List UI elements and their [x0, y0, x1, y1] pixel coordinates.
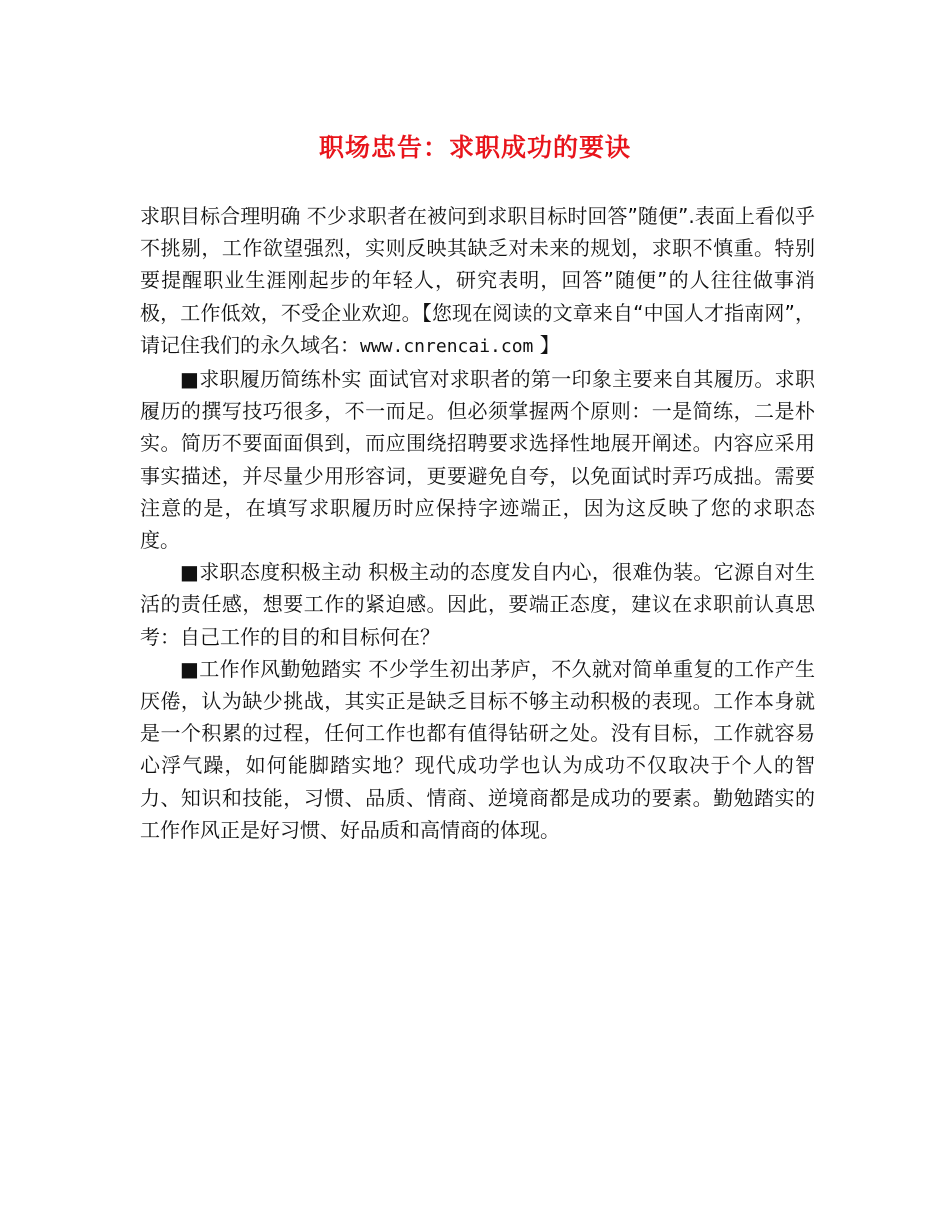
- paragraph-text: 不少求职者在被问到求职目标时回答”随便”.表面上看似乎不挑剔，工作欲望强烈，实则反映其缺乏对未来的规划，求职不慎重。特别要提醒职业生涯刚起步的年轻人，研究表明，回答”随便”的人往往做事消极，工作低效，不受企业欢迎。: [140, 204, 815, 325]
- paragraph-resume: [140, 363, 815, 556]
- paragraph-text: 面试官对求职者的第一印象主要来自其履历。求职履历的撰写技巧很多，不一而足。但必须掌握两个原则：一是简练，二是朴实。简历不要面面俱到，而应围绕招聘要求选择性地展开阐述。内容应采用事实描述，并尽量少用形容词，更要避免自夸，以免面试时弄巧成拙。需要注意的是，在填写求职履历时应保持字迹端正，因为这反映了您的求职态度。: [140, 367, 816, 553]
- square-bullet-icon: ■: [180, 367, 200, 392]
- square-bullet-icon: ■: [180, 656, 200, 681]
- notice-url: www.cnrencai.com: [360, 335, 534, 357]
- paragraph-work-style: [140, 653, 815, 846]
- document-body: [140, 200, 815, 846]
- paragraph-goal: [140, 200, 815, 363]
- document-title: 职场忠告：求职成功的要诀: [318, 133, 631, 162]
- paragraph-attitude: [140, 556, 815, 653]
- paragraph-text: 积极主动的态度发自内心，很难伪装。它源自对生活的责任感，想要工作的紧迫感。因此，要端正态度，建议在求职前认真思考：自己工作的目的和目标何在？: [140, 560, 816, 649]
- paragraph-heading: 工作作风勤勉踏实: [199, 656, 362, 681]
- paragraph-heading: 求职目标合理明确: [140, 204, 301, 228]
- square-bullet-icon: ■: [180, 560, 200, 585]
- paragraph-heading: 求职态度积极主动: [199, 560, 362, 585]
- paragraph-text: 不少学生初出茅庐，不久就对简单重复的工作产生厌倦，认为缺少挑战，其实正是缺乏目标不够主动积极的表现。工作本身就是一个积累的过程，任何工作也都有值得钻研之处。没有目标，工作就容易心浮气躁，如何能脚踏实地？现代成功学也认为成功不仅取决于个人的智力、知识和技能，习惯、品质、情商、逆境商都是成功的要素。勤勉踏实的工作作风正是好习惯、好品质和高情商的体现。: [140, 656, 816, 842]
- paragraph-heading: 求职履历简练朴实: [199, 367, 362, 392]
- notice-prefix: 【您现在阅读的文章来自“中国人才指南网”，请记住我们的永久域名：: [140, 300, 815, 357]
- notice-suffix: 】: [539, 332, 560, 357]
